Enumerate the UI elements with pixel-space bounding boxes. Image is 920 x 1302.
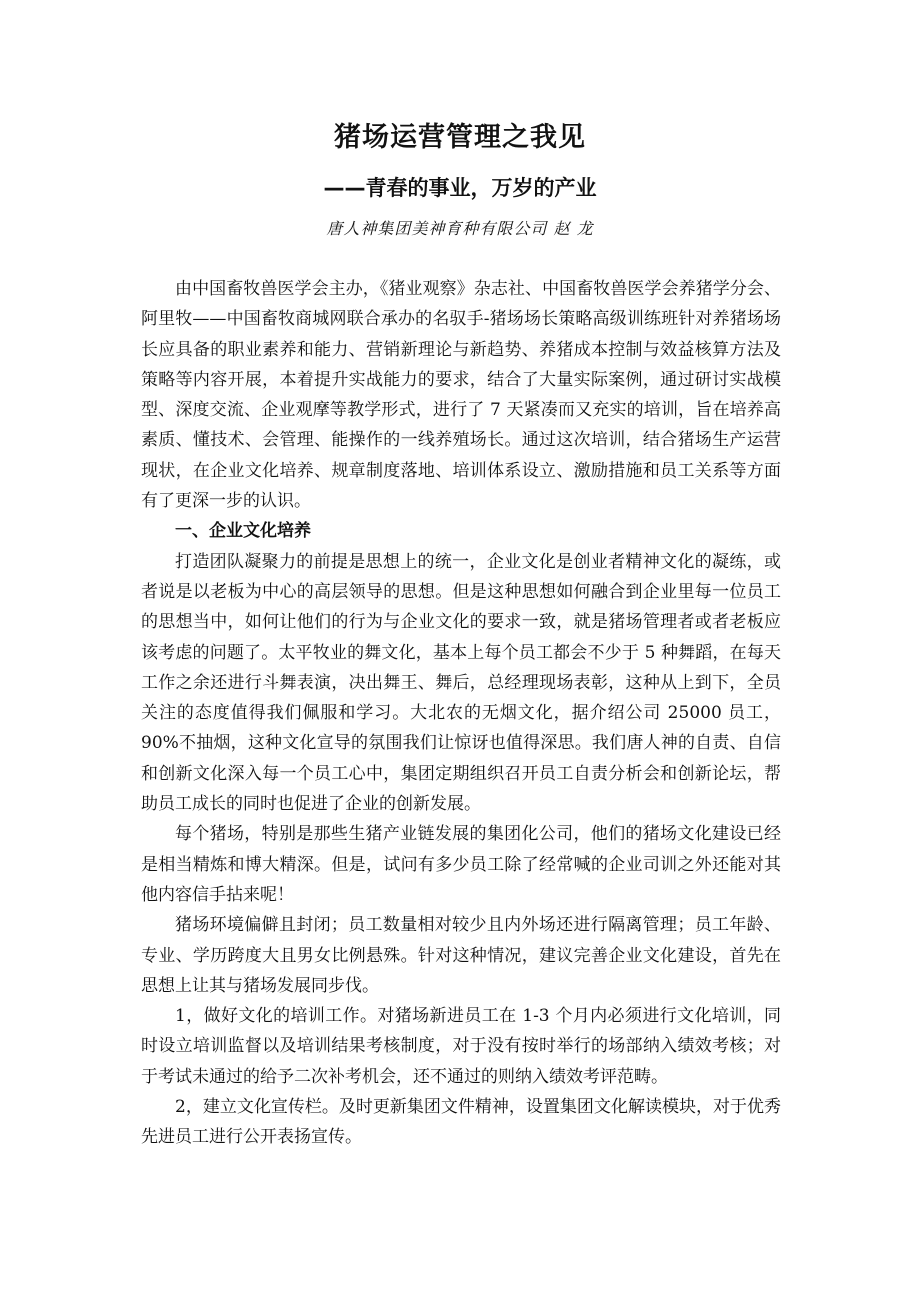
document-title: 猪场运营管理之我见 <box>334 122 586 153</box>
document-body <box>141 274 781 1153</box>
document-subtitle: ——青春的事业，万岁的产业 <box>323 176 597 200</box>
body-paragraph: 每个猪场，特别是那些生猪产业链发展的集团化公司，他们的猪场文化建设已经是相当精炼和博大精深。但是，试问有多少员工除了经常喊的企业司训之外还能对其他内容信手拈来呢！ <box>141 824 781 905</box>
numbered-paragraph: 2，建立文化宣传栏。及时更新集团文件精神，设置集团文化解读模块，对于优秀先进员工进行公开表扬宣传。 <box>141 1097 781 1148</box>
body-paragraph: 猪场环境偏僻且封闭；员工数量相对较少且内外场还进行隔离管理；员工年龄、专业、学历跨度大且男女比例悬殊。针对这种情况，建议完善企业文化建设，首先在思想上让其与猪场发展同步伐。 <box>141 915 781 996</box>
document-author: 唐人神集团美神育种有限公司 赵 龙 <box>326 219 594 238</box>
section-heading: 一、企业文化培养 <box>175 521 311 542</box>
intro-paragraph: 由中国畜牧兽医学会主办，《猪业观察》杂志社、中国畜牧兽医学会养猪学分会、阿里牧——中国畜牧商城网联合承办的名驭手-猪场场长策略高级训练班针对养猪场场长应具备的职业素养和能力、营销新理论与新趋势、养猪成本控制与效益核算方法及策略等内容开展，本着提升实战能力的要求，结合了大量实际案例，通过研讨实战模型、深度交流、企业观摩等教学形式，进行了 7 天紧凑而又充实的培训，旨在培养高素质、懂技术、会管理、能操作的一线养殖场长。通过这次培训，结合猪场生产运营现状，在企业文化培养、规章制度落地、培训体系设立、激励措施和员工关系等方面有了更深一步的认识。 <box>141 279 781 512</box>
numbered-paragraph: 1，做好文化的培训工作。对猪场新进员工在 1-3 个月内必须进行文化培训，同时设立培训监督以及培训结果考核制度，对于没有按时举行的场部纳入绩效考核；对于考试未通过的给予二次补考机会，还不通过的则纳入绩效考评范畴。 <box>141 1006 781 1087</box>
body-paragraph: 打造团队凝聚力的前提是思想上的统一，企业文化是创业者精神文化的凝练，或者说是以老板为中心的高层领导的思想。但是这种思想如何融合到企业里每一位员工的思想当中，如何让他们的行为与企业文化的要求一致，就是猪场管理者或者老板应该考虑的问题了。太平牧业的舞文化，基本上每个员工都会不少于 5 种舞蹈，在每天工作之余还进行斗舞表演，决出舞王、舞后，总经理现场表彰，这种从上到下，全员关注的态度值得我们佩服和学习。大北农的无烟文化，据介绍公司 25000 员工，90%不抽烟，这种文化宣导的氛围我们让惊讶也值得深思。我们唐人神的自责、自信和创新文化深入每一个员工心中，集团定期组织召开员工自责分析会和创新论坛，帮助员工成长的同时也促进了企业的创新发展。 <box>141 551 781 815</box>
